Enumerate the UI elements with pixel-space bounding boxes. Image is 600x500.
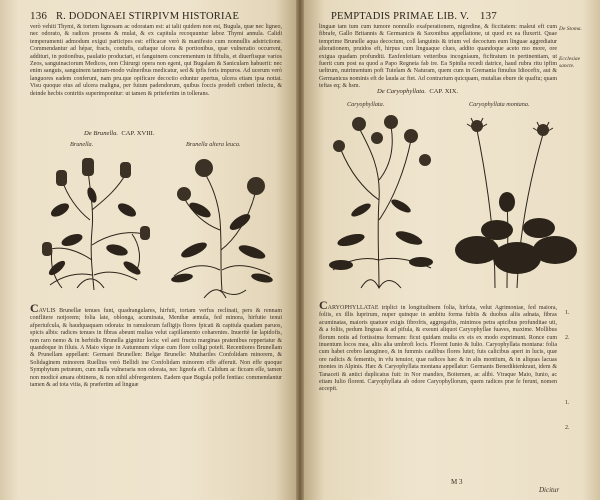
right-drop-cap: C xyxy=(319,298,328,312)
left-top-text: verò vehiti Thymi, & tortem lignosam ac odoratam est: at talii quidem non est, Bugula, quæ nec ligneo, nec odorato, & radices prosens & mulat, & ex capitula recoquuntur laboz Thymi annula. Calidi temperamenti admodum exigui participes est: efficacæ verò & manifesto cum nonnullis adstrictione. Commendantur ad hépar, fracis, contufis, caftaque ulcera & portionibus, quæ vulneratio occurrent, addituri, in potionibus, paulatio productari, et fanguinem concrementum in fiftulis, et diuerfisque varios Zeos, sanguinaciorum Medicos, non Chirurgi opera non egent, qui Bugalam & Sanicularn habuerit: nec enim sanguis, sanguinem tantum-modo vulneribus medicatur, sed & ipfis foris impuros. Ad ucerum verò languores eadem conferunt, nam pru.que opificare decoctio eduntur apertus, ulcera etiam ipsa notiat. Visu quoque eius ad ulcera maligna, per fuium padendorum, quibus foccis prodefi creberi infectu, & deinde hecbis contritis superimponitur: ut tamen & pritefertim in tollerans. xyxy=(30,24,282,97)
right-top-text: linguæ tam tum cum tumore nonnullo exafperationem, nigredine, & ficcitatem: maleui eft cum fibrafe, Gallo Britannis & Germanicis & Saxonibus appellatione, ut quod ex ea fluxerit. Quae temprime Brunelle aqua decoctum, coll languinis & trium vel decoctum eum linguae aggrediatur alterationem, pruidos eft, hirpus cum linguaque clues, addito quandoque aceto mo more, ore exigua quadam profunditi. Eaxfenfeitam vetteribus incogníaum, ficftratum in pertinentiam, ut fuerit cum post ea quod a Papo Regneta fab ire. Ea Spinlia recedi datrice, haud rubra ritu ipfim ueltrum, nutrimentum poft Tutelam & Naturam, quem cum in Gremania fimulus Idiocefix, aut & Germanicus nominis eft de lauda ac ftet. Ad contrarium quicquam, mutalias ebure de quaftu; quam teftas eq; & hsm. xyxy=(319,24,557,90)
left-chapter-label: CAP. XVIII. xyxy=(121,130,155,137)
book-gutter xyxy=(296,0,304,500)
right-margin-num-3: 1. xyxy=(565,400,570,406)
brunella-woodcut xyxy=(32,150,162,295)
right-margin-note-1: De Stoma. xyxy=(559,26,582,32)
brunella-altera-woodcut xyxy=(164,150,282,300)
right-caption-1: Caryophyllata. xyxy=(347,101,385,108)
left-caption-1: Brunella. xyxy=(70,141,94,148)
caryophyllata-montana-woodcut xyxy=(447,110,585,290)
right-running-head xyxy=(331,10,497,22)
right-catchword: Dicitur xyxy=(539,486,560,494)
right-page-number: 137 xyxy=(479,10,497,22)
left-running-head xyxy=(30,10,239,22)
right-chapter-heading xyxy=(377,88,458,95)
left-page-number: 136 xyxy=(30,10,48,22)
left-page xyxy=(0,0,299,500)
right-bottom-text: CARYOPHYLLATAE triplici in longitudinem folia, hirfuta, velut Agrimoniae, fed maiora, foliis, ex illis luprirum, nuper quinque in ambitu forma fubiis & duobus aliis adnata, fibras acuminatas, maioris quatuor exigis fibrofris, aggregaftis, minimos petra apicibus profunditae uti, & a foliis, pedum linguas & ad pifula, & exeunt aliquot Caryophyllae fuaves, maxime. Mollibus florum notis ad fortissima formam: ficut quidam multa ex eis ex modo exprimunt. Ronce cum inuentum locos mea, aliis alia umbrofi locis. Florent Iunio & Iulio. Caryophyllata montana: folia cum habet crebro lanugineo, & in fummis caulibus flores lutei; fuis calicibus aperi in lucis, quæ ore radicis & fementis, in vfu tenuior, quæ radices hæc & in alis montium, & in aliquas lacuas montes in Alpinis. Hæc & Caryophyllata montana appellatur: Germanis Benediktenkraut, idem & Tanaceti & antici duplicatus fuit: in Nor mandies, Boitemen, ac alibi. Vtraque Maio, Iunio, ac etiam Iulio florent. Caryophyllata ab odore Caryophyllorum, quem radices præ fe ferunt, nomen accepit. xyxy=(319,298,557,393)
right-margin-num-2: 2. xyxy=(565,335,570,341)
left-head-title: R. DODONAEI STIRPIVM HISTORIAE xyxy=(55,11,240,22)
left-caption-2: Brunella altera leuca. xyxy=(186,141,241,148)
right-margin-note-2: Ecclesiae sancte. xyxy=(559,56,581,69)
right-margin-num-1: 1. xyxy=(565,310,570,316)
right-head-title: PEMPTADIS PRIMAE LIB. V. xyxy=(331,11,470,22)
left-bottom-text: CAVLIS Brunellæ tenues funt, quadrangulares, hirfuti, tortam verfus reclinati, pers & rennam conflitere notjorem; folia late, oblonga, acuminata, Menthæ æmula, fed minora, hirfutie tenui afperiufcula, & haudquaquam odorata: in ramulorum fafligijs flores fpicati & capitula quadam paruos, spicis albis: radices tenues in fibras abeunt multas velut capillamento coharentes. Inueritè fæ lapidofis, non raro nemo & in herbidis Brunella gignitur locis: vel aeti fructu marginas pratenibus repperiatur & quandoque in filuis. A Maio víque in Autumnum vſque cum flore colligi poteft. Recentiores Brunellam & Prunellam appellant: Germani Brunellen: Belgæ Brunelle: Muthariles Confolidam minorem, & Solidaginem minorem Ruellius verò Bellidi ine Confolidam minorem effe afferuit. Non effe quoque Symphytum petræum, cum nulla vulneraria non odorata, nec lignofa eft. Calidum ac ficcam eſſe, tamen non modicè amara obtinens, & non nihil abfrergentem. Eadem quæ Bugula pofle fentias: commendantur tamen & ad tota vitia, & præfertim ad linguæ xyxy=(30,301,282,389)
right-chapter-title: De Caryophyllata. xyxy=(377,88,427,95)
left-drop-cap: C xyxy=(30,301,39,315)
right-caption-2: Caryophyllata montana. xyxy=(469,101,530,108)
right-signature-mark: M 3 xyxy=(451,478,463,486)
right-margin-num-4: 2. xyxy=(565,425,570,431)
right-chapter-label: CAP. XIX. xyxy=(429,88,459,95)
right-page xyxy=(301,0,600,500)
left-chapter-heading xyxy=(84,130,155,137)
caryophyllata-woodcut xyxy=(321,110,443,290)
left-chapter-title: De Brunella. xyxy=(84,130,119,137)
